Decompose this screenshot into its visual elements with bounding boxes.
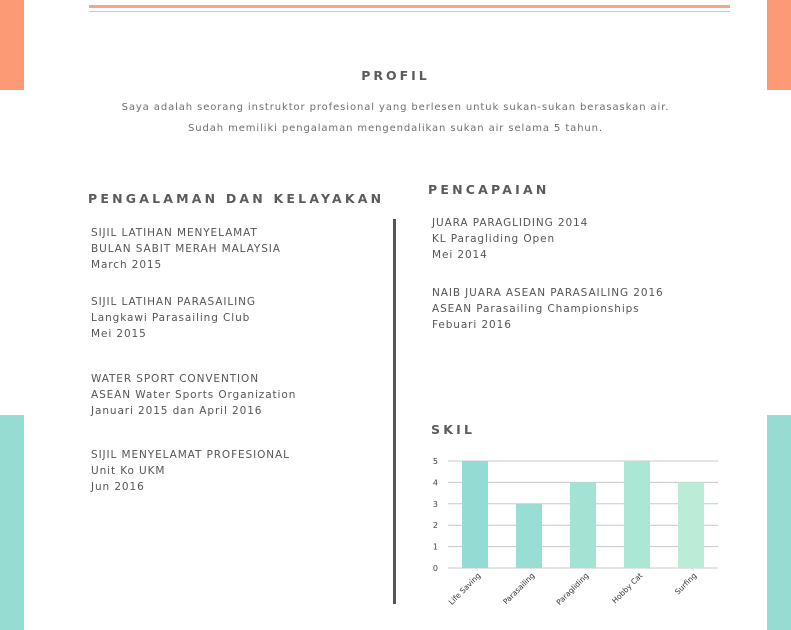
experience-item-date: March 2015 bbox=[91, 259, 163, 271]
experience-item-date: Mei 2015 bbox=[91, 328, 147, 340]
y-tick-label: 0 bbox=[432, 564, 438, 573]
header-rule-thick bbox=[89, 5, 730, 8]
achievement-item-title: JUARA PARAGLIDING 2014 bbox=[432, 217, 589, 229]
skills-chart bbox=[420, 445, 730, 615]
experience-item bbox=[91, 371, 296, 419]
achievement-item-org: KL Paragliding Open bbox=[432, 233, 556, 245]
experience-item-title: SIJIL LATIHAN PARASAILING bbox=[91, 296, 256, 308]
profile-text: Saya adalah seorang instruktor profesional yang berlesen untuk sukan-sukan berasaskan air. Sudah memiliki pengalaman mengendalikan sukan air selama 5 tahun. bbox=[121, 102, 670, 134]
profile-heading: PROFIL bbox=[361, 68, 430, 83]
skills-heading: SKIL bbox=[431, 422, 476, 437]
bar bbox=[570, 482, 596, 568]
y-tick-label: 2 bbox=[432, 521, 438, 531]
experience-item-org: BULAN SABIT MERAH MALAYSIA bbox=[91, 243, 281, 255]
bar bbox=[462, 461, 488, 568]
bar bbox=[516, 504, 542, 568]
experience-item-date: Jun 2016 bbox=[91, 481, 145, 493]
x-tick-label: Life Saving bbox=[446, 571, 483, 607]
achievements-heading: PENCAPAIAN bbox=[428, 182, 550, 197]
experience-item bbox=[91, 225, 281, 273]
x-tick-label: Surfing bbox=[673, 571, 699, 597]
bar bbox=[624, 461, 650, 568]
decor-edge-bottom-right bbox=[767, 415, 791, 630]
experience-item-org: ASEAN Water Sports Organization bbox=[91, 389, 297, 401]
y-tick-label: 1 bbox=[432, 542, 438, 552]
achievement-item bbox=[432, 285, 664, 333]
bar bbox=[678, 482, 704, 568]
experience-heading: PENGALAMAN DAN KELAYAKAN bbox=[88, 191, 385, 206]
achievement-item-title: NAIB JUARA ASEAN PARASAILING 2016 bbox=[432, 287, 664, 299]
experience-item-title: WATER SPORT CONVENTION bbox=[91, 373, 259, 385]
achievement-item-date: Febuari 2016 bbox=[432, 319, 512, 331]
decor-edge-bottom-left bbox=[0, 415, 24, 630]
experience-item-date: Januari 2015 dan April 2016 bbox=[91, 405, 263, 417]
experience-item-title: SIJIL MENYELAMAT PROFESIONAL bbox=[91, 449, 290, 461]
y-tick-label: 4 bbox=[432, 478, 438, 488]
experience-item bbox=[91, 294, 256, 342]
x-tick-label: Parasailing bbox=[501, 571, 537, 607]
x-tick-label: Hobby Cat bbox=[610, 571, 645, 606]
column-divider bbox=[393, 219, 396, 604]
achievement-item-date: Mei 2014 bbox=[432, 249, 488, 261]
experience-item-org: Langkawi Parasailing Club bbox=[91, 312, 251, 324]
experience-item bbox=[91, 447, 290, 495]
header-rule-thin bbox=[89, 11, 730, 12]
experience-item-title: SIJIL LATIHAN MENYELAMAT bbox=[91, 227, 258, 239]
y-tick-label: 3 bbox=[432, 499, 438, 509]
experience-item-org: Unit Ko UKM bbox=[91, 465, 166, 477]
x-tick-label: Paragliding bbox=[554, 571, 591, 607]
achievement-item bbox=[432, 215, 588, 263]
y-tick-label: 5 bbox=[432, 457, 438, 466]
achievement-item-org: ASEAN Parasailing Championships bbox=[432, 303, 640, 315]
